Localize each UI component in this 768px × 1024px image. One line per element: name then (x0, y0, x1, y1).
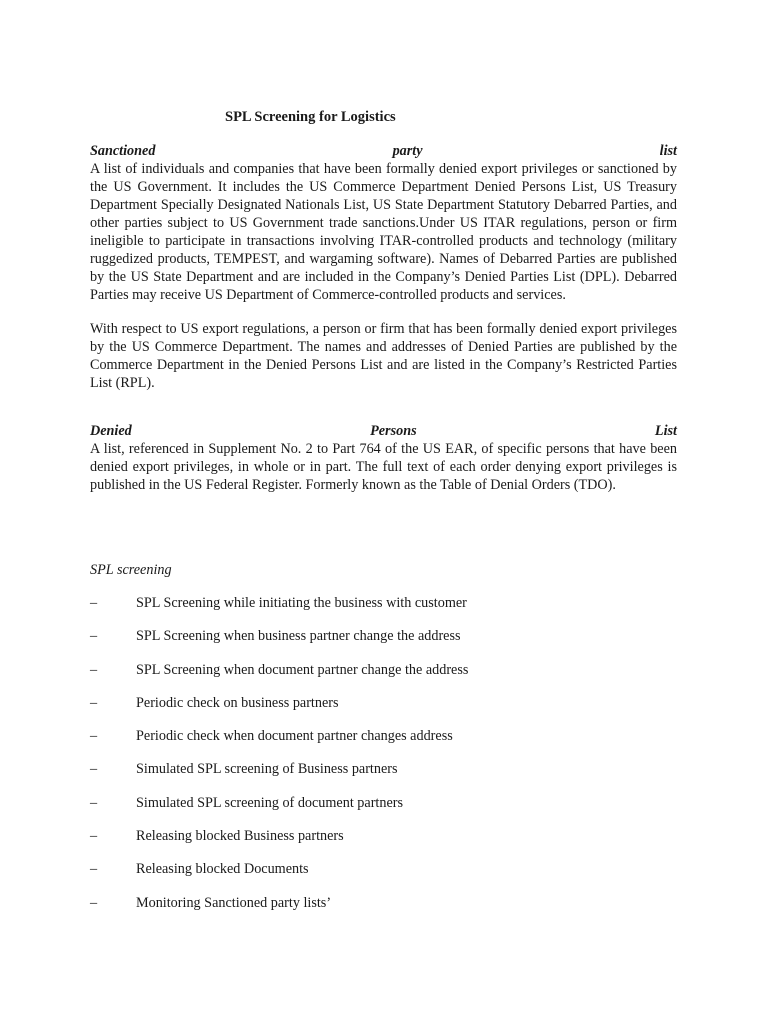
heading-word: Sanctioned (90, 143, 156, 159)
paragraph: A list, referenced in Supplement No. 2 to Part 764 of the US EAR, of specific persons that have been denied export privileges, in whole or in part. The full text of each order denying export privileges is published in the US Federal Register. Formerly known as the Table of Denial Orders (TDO). (90, 441, 677, 493)
heading-word: List (654, 423, 677, 439)
section-heading (90, 422, 677, 440)
heading-word: Denied (90, 423, 132, 439)
list-item-text: Simulated SPL screening of document partners (136, 794, 404, 811)
heading-word: party (392, 143, 423, 159)
section-heading (90, 142, 677, 160)
dash-bullet: – (90, 728, 98, 745)
list-item-text: Monitoring Sanctioned party lists’ (136, 894, 332, 911)
paragraph: With respect to US export regulations, a person or firm that has been formally denied export privileges by the US Commerce Department. The names and addresses of Denied Parties are published by the Commerce Department in the Denied Persons List and are listed in the Company’s Restricted Parties List (RPL). (90, 321, 677, 391)
list-item-text: SPL Screening when document partner change the address (136, 661, 469, 678)
list-item-text: Periodic check when document partner changes address (136, 728, 453, 745)
section-sanctioned-party-list (90, 142, 677, 392)
dash-bullet: – (90, 794, 98, 811)
dash-bullet: – (90, 595, 98, 611)
section-denied-persons-list (90, 422, 677, 494)
dash-bullet: – (90, 828, 98, 845)
dash-bullet: – (90, 661, 98, 678)
dash-bullet: – (90, 694, 98, 711)
list-item-text: Simulated SPL screening of Business partners (136, 761, 398, 778)
list-item-text: Periodic check on business partners (136, 694, 339, 711)
heading-word: list (659, 143, 677, 159)
spl-screening-heading: SPL screening (90, 562, 172, 578)
paragraph: A list of individuals and companies that have been formally denied export privileges or sanctioned by the US Government. It includes the US Commerce Department Denied Persons List, US Treasury Department Specially Designated Nationals List, US State Department Statutory Debarred Parties, and other parties subject to US Government trade sanctions.Under US ITAR regulations, person or firm ineligible to participate in transactions involving ITAR-controlled products and technology (military ruggedized products, TEMPEST, and wargaming software). Names of Debarred Parties are published by the US State Department and are included in the Company’s Denied Parties List (DPL). Debarred Parties may receive US Department of Commerce-controlled products and services. (90, 161, 677, 303)
dash-bullet: – (90, 861, 98, 878)
dash-bullet: – (90, 761, 98, 778)
heading-word: Persons (370, 423, 417, 439)
list-item-text: SPL Screening when business partner change the address (136, 628, 461, 645)
dash-bullet: – (90, 628, 98, 645)
dash-bullet: – (90, 894, 98, 911)
list-item-text: Releasing blocked Documents (136, 861, 309, 878)
document-title: SPL Screening for Logistics (225, 109, 396, 125)
list-item-text: Releasing blocked Business partners (136, 828, 344, 845)
list-item-text: SPL Screening while initiating the business with customer (136, 595, 467, 611)
